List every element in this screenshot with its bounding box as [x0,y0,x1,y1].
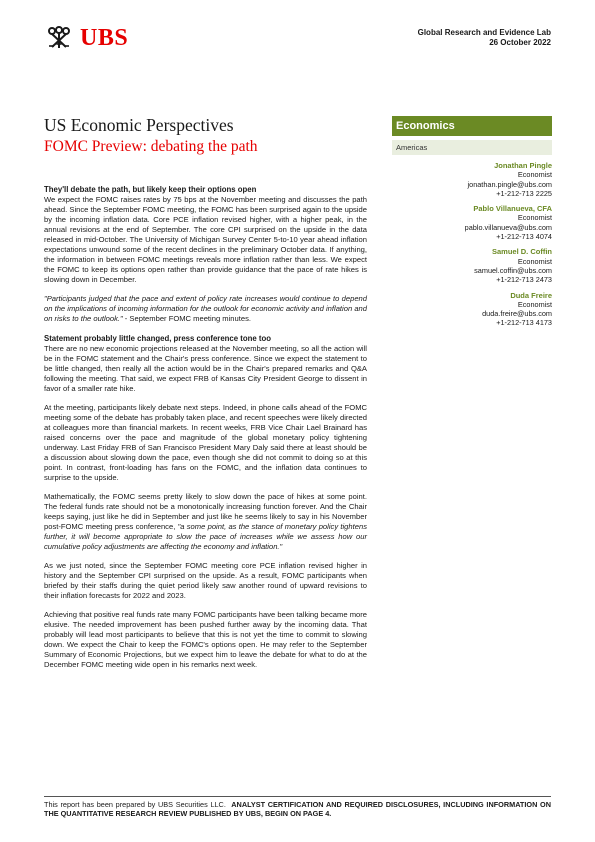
analyst-phone: +1-212-713 4074 [496,232,552,242]
analyst-name: Samuel D. Coffin [491,247,552,257]
paragraph: There are no new economic projections released at the November meeting, so all the action will be in the FOMC statement and the Chair's press conference. Since we expect the statement to be little changed, then really all the action would be in the Chair's prepared remarks and Q&A following the meeting. That said, we expect FRB of Kansas City President George to dissent in favor of a smaller rate hike. [44,344,367,393]
analyst-email[interactable]: jonathan.pingle@ubs.com [467,179,552,189]
section-heading: They'll debate the path, but likely keep their options open [44,185,257,194]
analyst-phone: +1-212-713 2225 [496,188,552,198]
analyst-phone: +1-212-713 4173 [496,318,552,328]
disclosure-footer [44,800,551,819]
report-date: 26 October 2022 [489,38,551,47]
report-title: FOMC Preview: debating the path [44,138,258,155]
analyst-name: Jonathan Pingle [494,161,552,170]
paragraph-text: Mathematically, the FOMC seems pretty likely to slow down the pace of hikes at some point. The federal funds rate should not be a monotonically increasing function forever. And the Chair keeps saying, just like he did in September and just like he seems likely to say in his November post-FOMC meeting press conference, [44,492,367,531]
research-lab: Global Research and Evidence Lab [417,28,551,37]
ubs-logo [44,26,128,50]
page-header [418,28,551,48]
analyst-name: Duda Freire [510,290,552,300]
analyst-card [392,247,552,284]
footer-lead: This report has been prepared by UBS Securities LLC. [44,800,226,809]
analyst-email[interactable]: duda.freire@ubs.com [482,309,552,319]
analyst-email[interactable]: pablo.villanueva@ubs.com [464,222,552,232]
paragraph: We expect the FOMC raises rates by 75 bps at the November meeting and discusses the path ahead. Since the September FOMC meeting, the FOMC has been surprised again to the upside by the incoming inflation data. Core PCE inflation revised higher, with a higher peak, in the annual revisions at the end of September. The core CPI surprised on the upside in the data released in mid-October. The University of Michigan Survey Center 5-to-10 year ahead inflation expectations unwound some of the recent declines in the preliminary October data. If anything, the information in between FOMC meetings reveals more inflation rather than less. We expect the FOMC to keep its options open rather than provide guidance that the pace of rate hikes is slowing down in December. [44,195,367,284]
analyst-name: Pablo Villanueva, CFA [473,204,552,214]
fomc-minutes-quote [44,294,367,324]
analyst-email[interactable]: samuel.coffin@ubs.com [474,265,552,275]
paragraph: As we just noted, since the September FOMC meeting core PCE inflation revised higher in history and the September CPI surprised on the upside. As a result, FOMC participants when briefed by their staffs during the quiet period likely saw another round of upward revisions to their inflation forecasts for 2022 and 2023. [44,561,367,600]
series-title: US Economic Perspectives [44,115,234,135]
sidebar [392,116,552,334]
footer-disclosure: ANALYST CERTIFICATION AND REQUIRED DISCLOSURES, INCLUDING INFORMATION ON THE QUANTITATIVE RESEARCH REVIEW PUBLISHED BY UBS, BEGIN ON PAGE 4. [44,800,552,819]
analyst-role: Economist [517,213,552,223]
analyst-phone: +1-212-713 2473 [496,275,552,285]
analyst-list [392,161,552,328]
analyst-card [392,204,552,241]
paragraph: Achieving that positive real funds rate many FOMC participants have been talking became more elusive. The needed improvement has been pushed further away by the incoming data. That probably will lead most participants to believe that this is not yet the time to commit to slowing down. We expect the Chair to keep the FOMC's options open. He may refer to the September Summary of Economic Projections, but we expect him to leave the debate for what to do at the December FOMC meeting wide open in his remarks next week. [44,610,367,669]
keys-icon [44,26,74,50]
region-label: Americas [392,140,552,155]
analyst-role: Economist [517,170,552,180]
quote-source: - September FOMC meeting minutes. [122,314,251,323]
analyst-card [392,161,552,198]
quote-text: "Participants judged that the pace and extent of policy rate increases would continue to depend on the implications of incoming information for the outlook for economic activity and inflation and on risks to the outlook." [44,294,367,323]
section-heading: Statement probably little changed, press conference tone too [44,334,272,343]
paragraph: At the meeting, participants likely debate next steps. Indeed, in phone calls ahead of the FOMC meeting some of the debate has probably taken place, and recent speeches were likely directed at colleagues more than financial markets. In recent weeks, FRB Vice Chair Lael Brainard has raised concerns over the pace and magnitude of the global monetary policy tightening underway. Last Friday FRB of San Francisco President Mary Daly said there at least should be a discussion about slowing down the pace, even though she did not commit to doing so at this point. In contrast, front-loading has fans on the FOMC, and the inflation data continues to surprise to the upside. [44,403,367,482]
chair-quote: "a some point, as the stance of monetary policy tightens further, it will become appropriate to slow the pace of increases while we assess how our cumulative policy adjustments are affecting the economy and inflation." [44,522,367,551]
report-body [44,184,367,670]
brand-name: UBS [80,25,129,51]
analyst-role: Economist [517,299,552,309]
analyst-card [392,291,552,328]
analyst-role: Economist [517,256,552,266]
section-label: Economics [392,116,552,136]
paragraph [44,492,367,552]
footer-divider [44,796,551,797]
